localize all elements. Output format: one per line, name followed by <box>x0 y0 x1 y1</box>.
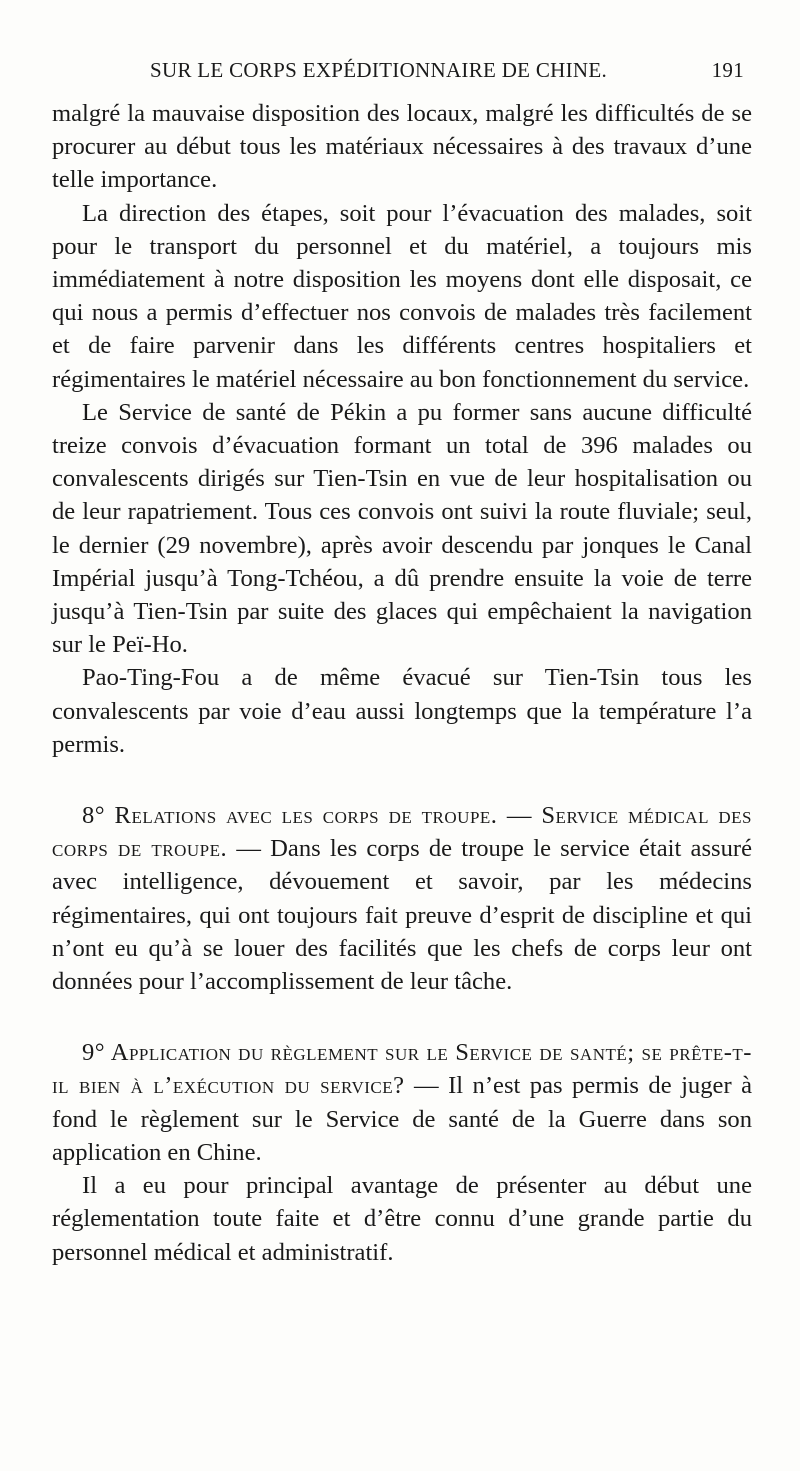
section-8-heading: 8° Relations avec les corps de troupe. — Service médical des corps de troupe. <box>52 802 752 863</box>
paragraph-final: Il a eu pour principal avantage de présenter au début une réglementation toute faite et d’être connu d’une grande partie du personnel médical et administratif. <box>52 1172 752 1266</box>
body-text <box>52 97 752 1269</box>
section-8 <box>52 799 752 998</box>
section-9-text: — Il n’est pas permis de juger à fond le règlement sur le Service de santé de la Guerre dans son application en Chine. <box>52 1072 753 1166</box>
page-number: 191 <box>711 58 744 82</box>
section-9-heading: 9° Application du règlement sur le Service de santé; se prête-t-il bien à l’exécution du service? <box>52 1039 752 1100</box>
paragraph-etapes: La direction des étapes, soit pour l’évacuation des malades, soit pour le transport du personnel et du matériel, a toujours mis immédiatement à notre disposition les moyens dont elle disposait, ce qui nous a permis d’effectuer nos convois de malades très facilement et de faire parvenir dans les différents centres hospitaliers et régimentaires le matériel nécessaire au bon fonctionnement du service. <box>52 199 752 393</box>
section-8-text: — Dans les corps de troupe le service était assuré avec intelligence, dévouement et savoir, par les médecins régimentaires, qui ont toujours fait preuve d’esprit de discipline et qui n’ont eu qu’à se louer des facilités que les chefs de corps leur ont données pour l’accomplissement de leur tâche. <box>52 835 752 996</box>
section-9 <box>52 1036 752 1169</box>
paragraph-pekin-convois: Le Service de santé de Pékin a pu former sans aucune difficulté treize convois d’évacuation formant un total de 396 malades ou convalescents dirigés sur Tien-Tsin en vue de leur hospitalisation ou de leur rapatriement. Tous ces convois ont suivi la route fluviale; seul, le dernier (29 novembre), après avoir descendu par jonques le Canal Impérial jusqu’à Tong-Tchéou, a dû prendre ensuite la voie de terre jusqu’à Tien-Tsin par suite des glaces qui empêchaient la navigation sur le Peï-Ho. <box>52 398 752 659</box>
paragraph-continued: malgré la mauvaise disposition des locaux, malgré les difficultés de se procurer au début tous les matériaux nécessaires à des travaux d’une telle importance. <box>52 100 752 194</box>
running-title: SUR LE CORPS EXPÉDITIONNAIRE DE CHINE. <box>150 58 608 82</box>
paragraph-pao-ting-fou: Pao-Ting-Fou a de même évacué sur Tien-Tsin tous les convalescents par voie d’eau aussi longtemps que la température l’a permis. <box>52 664 752 758</box>
running-head <box>60 58 744 88</box>
